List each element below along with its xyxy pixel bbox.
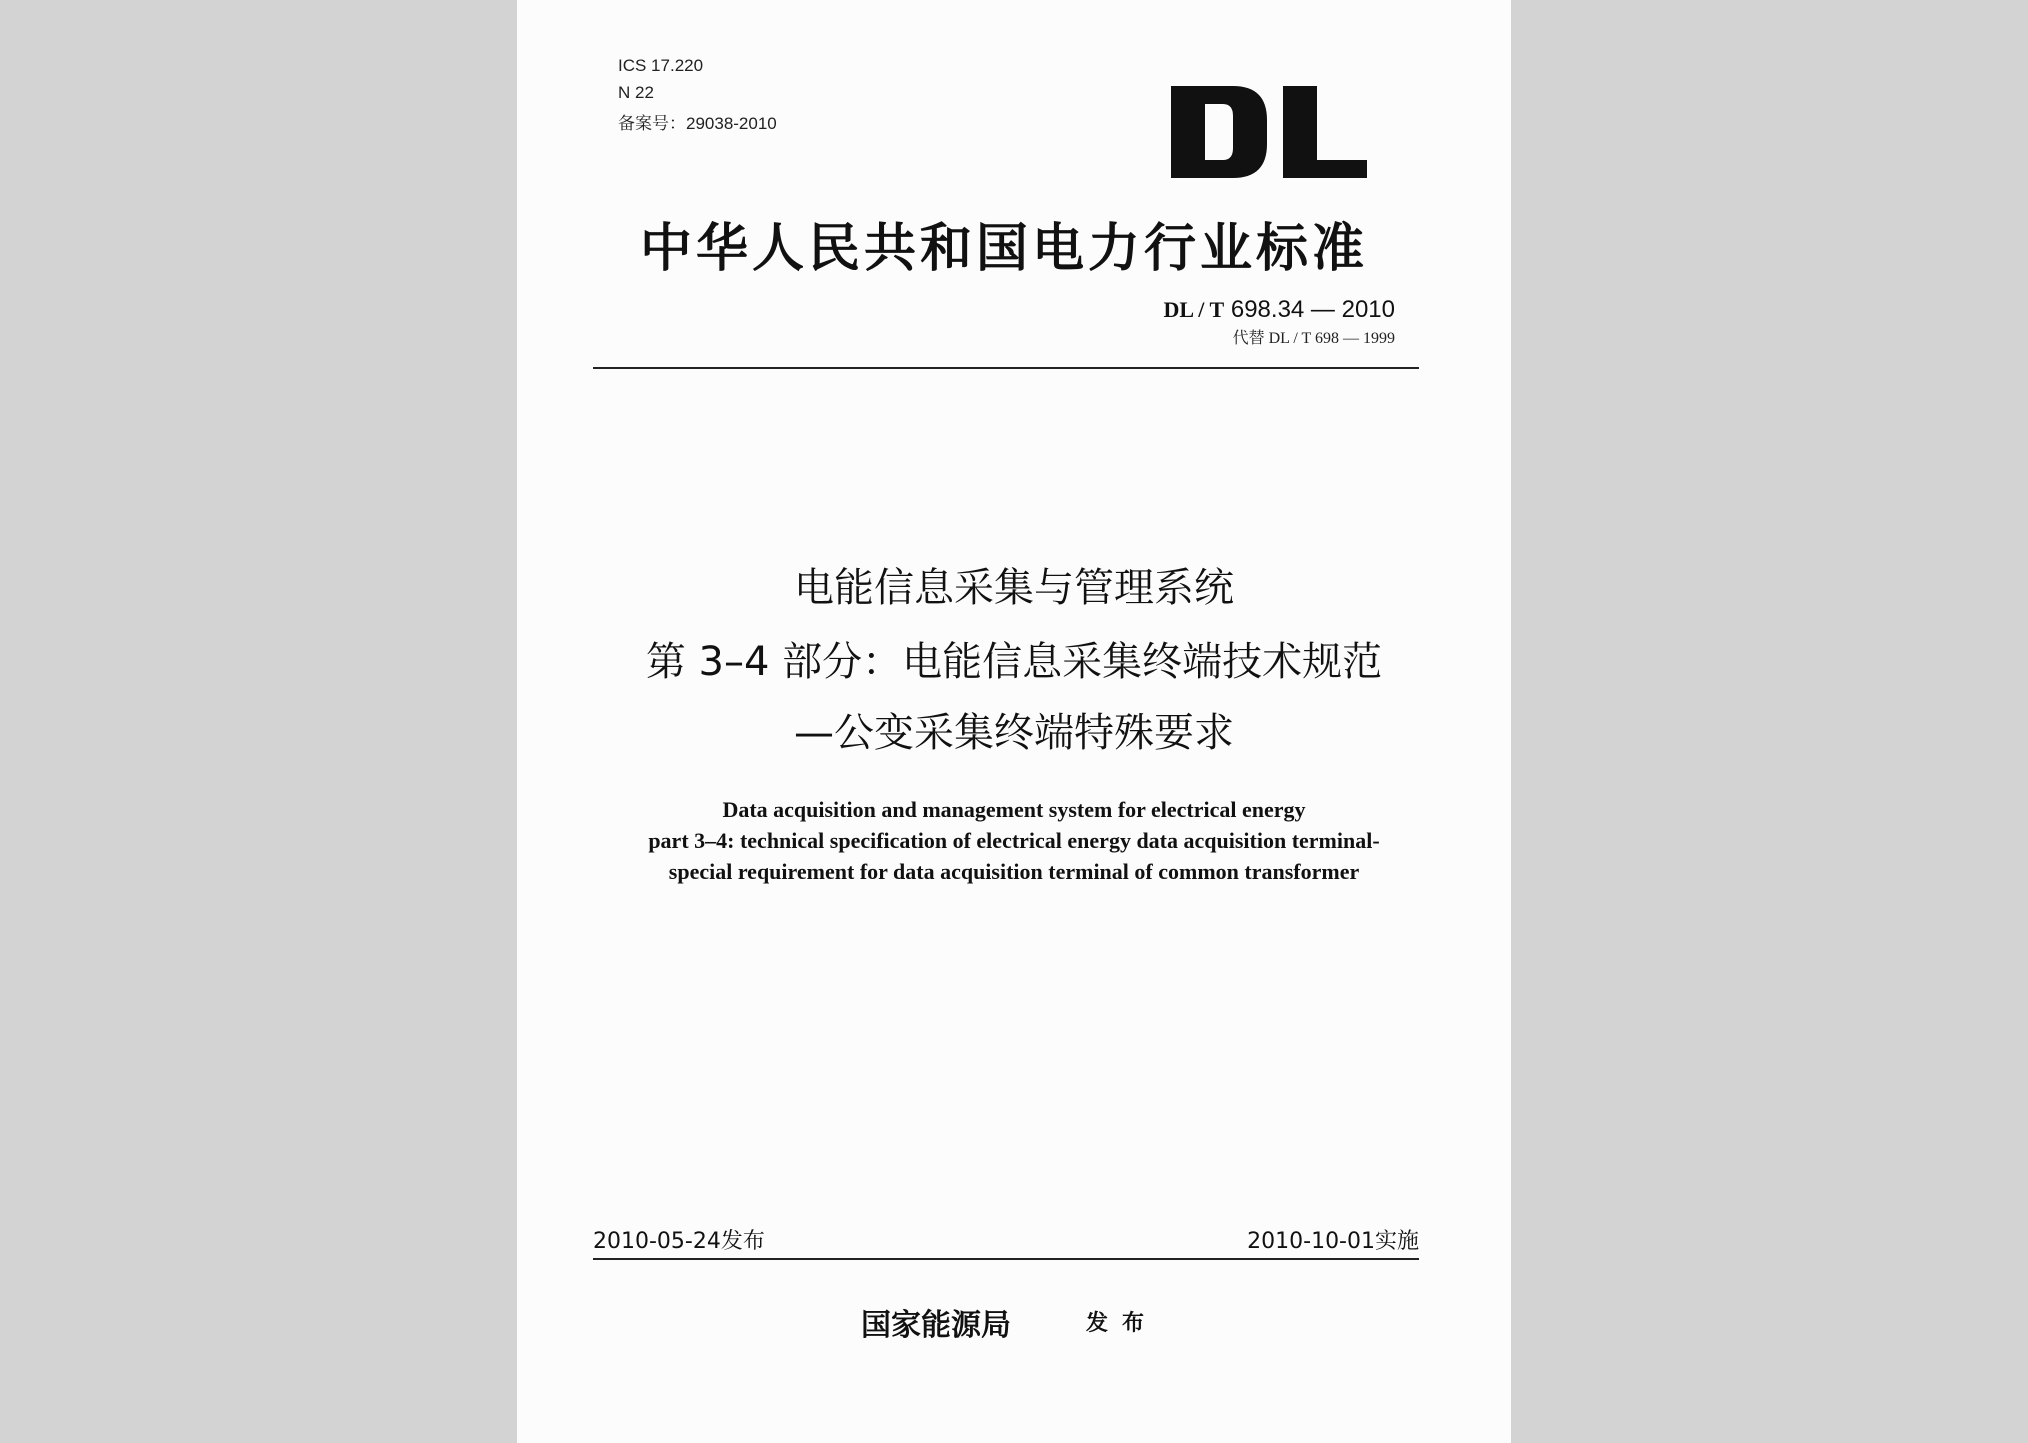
dl-logo-icon [1171,86,1367,178]
title-en-line: Data acquisition and management system for electrical energy [722,797,1306,822]
ics-code: ICS 17.220 [618,56,704,75]
title-cn-line: —公变采集终端特殊要求 [794,710,1234,756]
document-page [517,0,1511,1443]
filing-number: 备案号：29038-2010 [618,114,777,133]
standard-number-value: 698.34 — 2010 [1224,296,1395,323]
effective-date: 2010-10-01实施 [1247,1229,1419,1254]
classification-code: N 22 [618,83,654,102]
title-en-line: part 3–4: technical specification of electrical energy data acquisition terminal- [648,828,1380,853]
bottom-divider [593,1258,1419,1260]
standard-number-prefix: DL / T [1163,297,1225,322]
replaces-standard: 代替 DL / T 698 — 1999 [1232,330,1395,347]
title-en-line: special requirement for data acquisition terminal of common transformer [668,859,1360,884]
issue-date: 2010-05-24发布 [593,1229,765,1254]
issue-label: 发布 [1086,1311,1159,1336]
title-cn-line: 第 3–4 部分：电能信息采集终端技术规范 [645,639,1383,685]
issuing-authority: 国家能源局 [861,1308,1011,1343]
top-divider [593,367,1419,369]
standard-category-title: 中华人民共和国电力行业标准 [639,219,1368,279]
standard-number [1163,296,1395,324]
title-cn-line: 电能信息采集与管理系统 [794,565,1234,611]
